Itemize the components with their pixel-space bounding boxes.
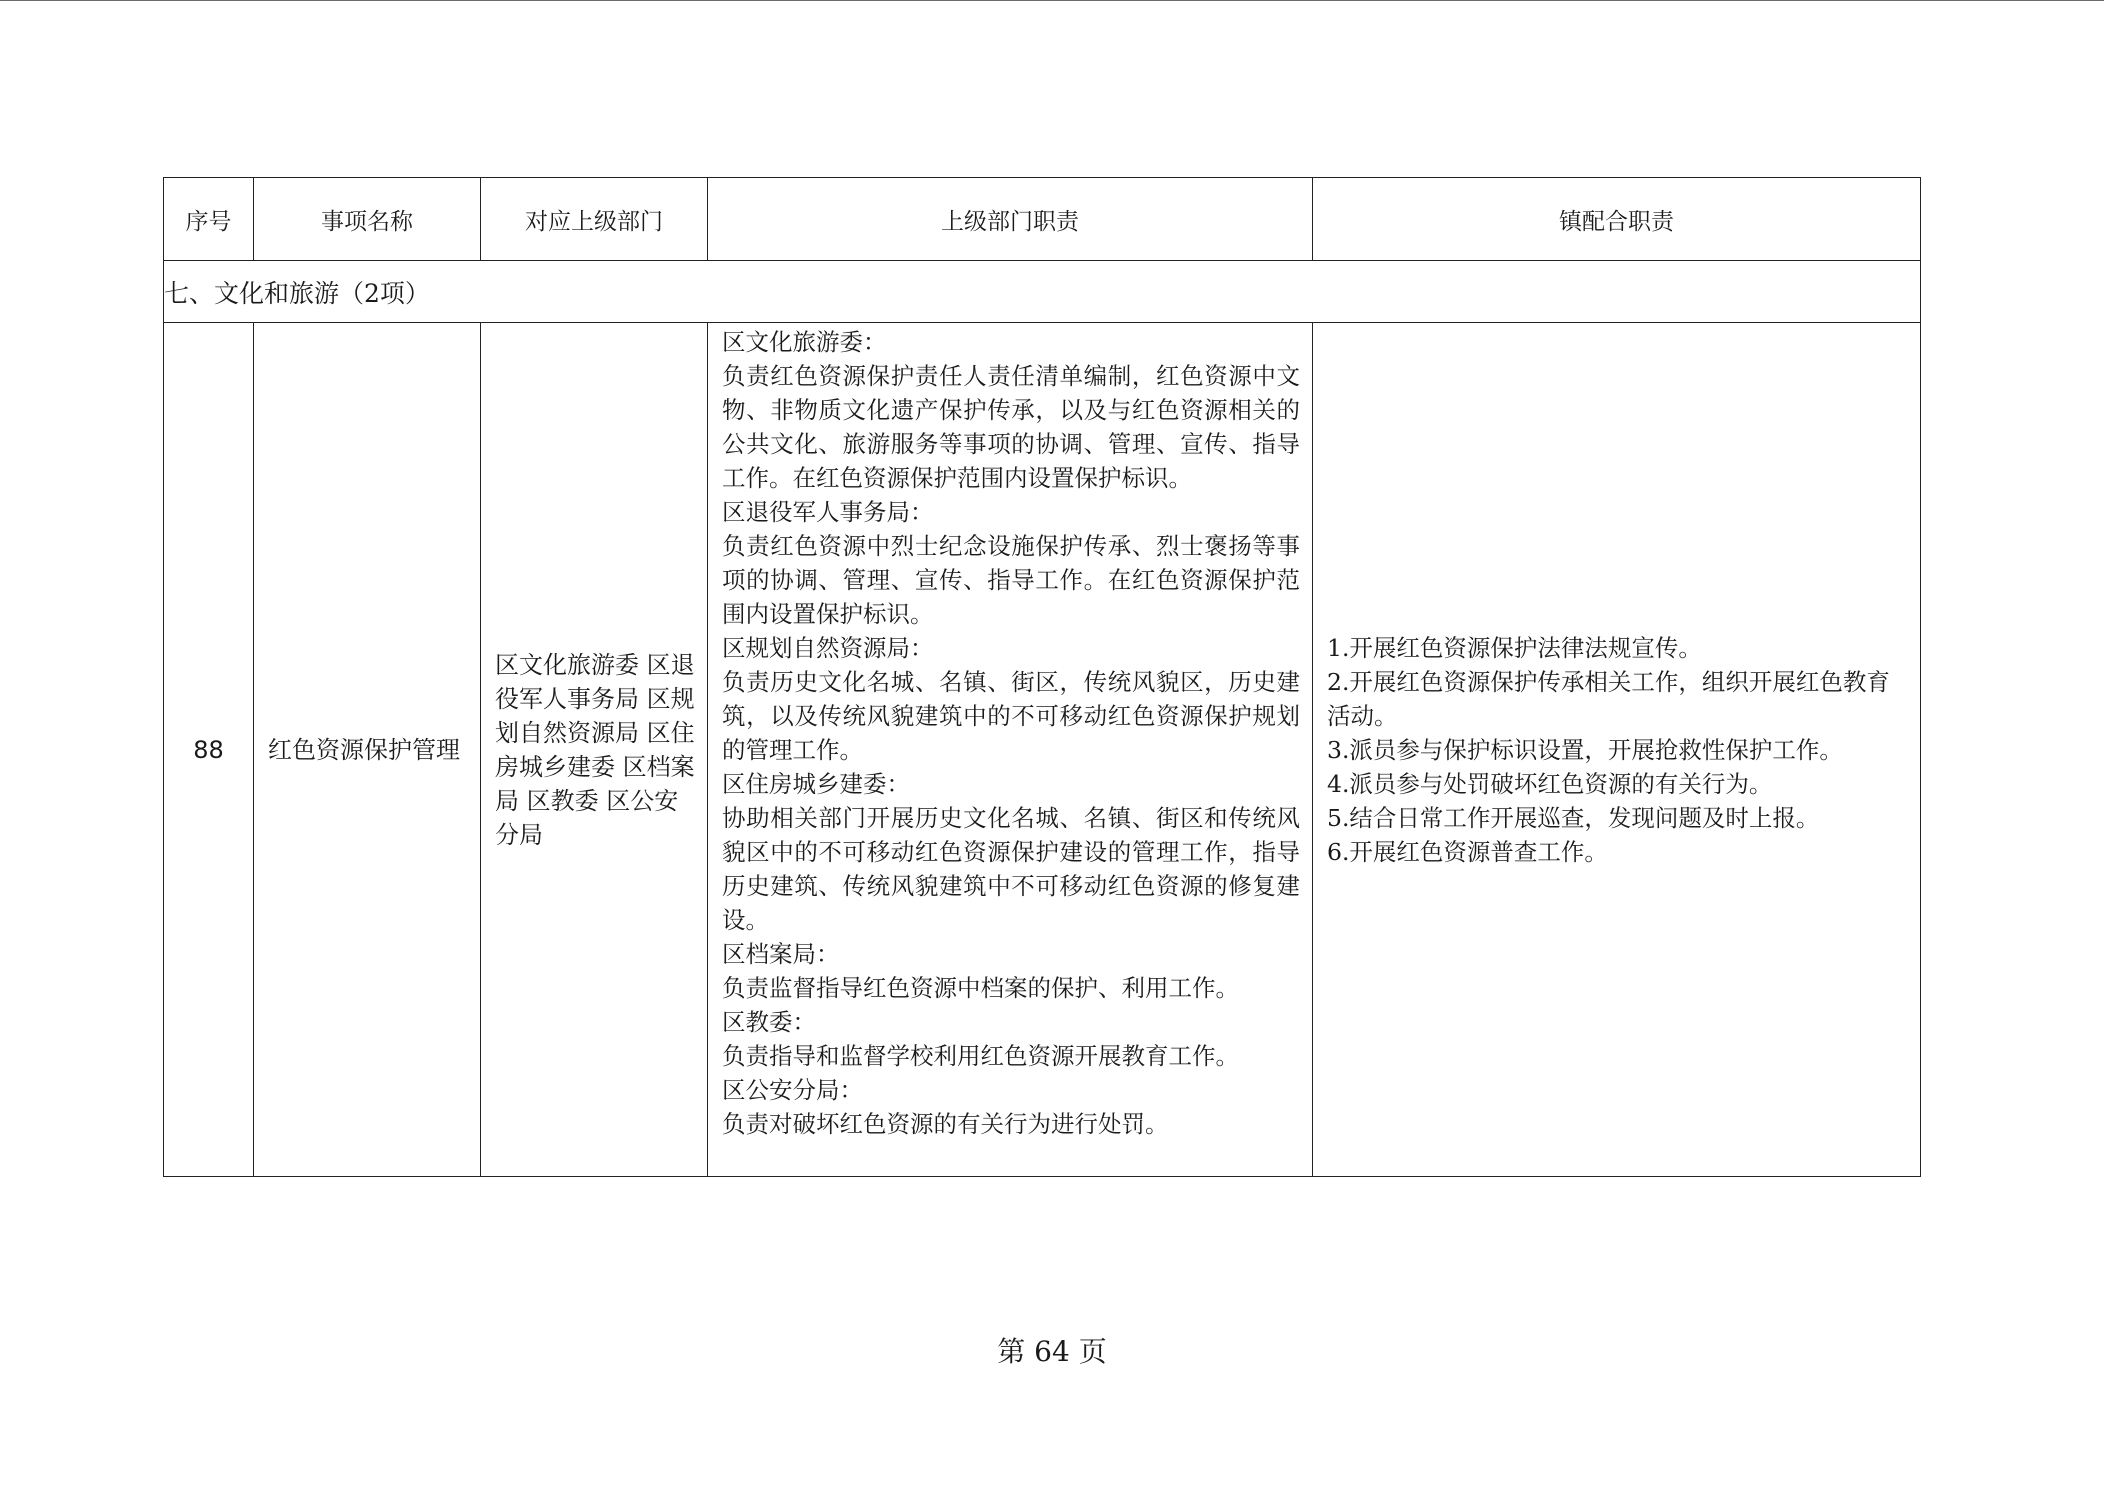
upper-duty-line: 区规划自然资源局： [722,634,934,662]
header-town-duty: 镇配合职责 [1313,178,1921,261]
table-header-row [164,178,1921,261]
upper-duty-line: 负责指导和监督学校利用红色资源开展教育工作。 [722,1042,1239,1070]
upper-duty-line: 区档案局： [722,940,840,968]
page-number: 第 64 页 [997,1335,1107,1368]
town-duty-item: 1.开展红色资源保护法律法规宣传。 [1327,633,1702,662]
top-border-line [0,0,2104,1]
upper-duty-line: 区住房城乡建委： [722,770,910,798]
table-row [164,323,1921,1177]
header-no: 序号 [164,178,254,261]
row-upper-duty [708,323,1313,1177]
row-upper-dept: 区文化旅游委 区退役军人事务局 区规划自然资源局 区住房城乡建委 区档案局 区教委 区公安分局 [481,323,708,1177]
town-duty-item: 4.派员参与处罚破坏红色资源的有关行为。 [1327,769,1773,798]
upper-duty-line: 负责红色资源保护责任人责任清单编制，红色资源中文物、非物质文化遗产保护传承，以及与红色资源相关的公共文化、旅游服务等事项的协调、管理、宣传、指导工作。在红色资源保护范围内设置保护标识。 [722,362,1300,492]
upper-duty-line: 负责监督指导红色资源中档案的保护、利用工作。 [722,974,1239,1002]
town-duty-item: 2.开展红色资源保护传承相关工作，组织开展红色教育活动。 [1327,667,1890,730]
upper-duty-line: 负责对破坏红色资源的有关行为进行处罚。 [722,1110,1169,1138]
upper-duty-line: 区教委： [722,1008,816,1036]
upper-duty-line: 负责红色资源中烈士纪念设施保护传承、烈士褒扬等事项的协调、管理、宣传、指导工作。在红色资源保护范围内设置保护标识。 [722,532,1300,628]
town-duty-item: 5.结合日常工作开展巡查，发现问题及时上报。 [1327,803,1820,832]
upper-duty-line: 协助相关部门开展历史文化名城、名镇、街区和传统风貌区中的不可移动红色资源保护建设的管理工作，指导历史建筑、传统风貌建筑中不可移动红色资源的修复建设。 [722,804,1300,934]
section-row [164,261,1921,323]
row-item-name: 红色资源保护管理 [254,323,481,1177]
town-duty-item: 3.派员参与保护标识设置，开展抢救性保护工作。 [1327,735,1843,764]
upper-duty-line: 负责历史文化名城、名镇、街区，传统风貌区，历史建筑，以及传统风貌建筑中的不可移动红色资源保护规划的管理工作。 [722,668,1300,764]
header-upper-dept: 对应上级部门 [481,178,708,261]
upper-duty-line: 区退役军人事务局： [722,498,934,526]
header-upper-duty: 上级部门职责 [708,178,1313,261]
section-title: 七、文化和旅游（2项） [164,261,1921,323]
duty-table [163,177,1921,1177]
upper-duty-line: 区公安分局： [722,1076,863,1104]
town-duty-item: 6.开展红色资源普查工作。 [1327,837,1608,866]
header-item-name: 事项名称 [254,178,481,261]
row-town-duty [1313,323,1921,1177]
upper-duty-line: 区文化旅游委： [722,328,887,356]
row-number: 88 [164,323,254,1177]
